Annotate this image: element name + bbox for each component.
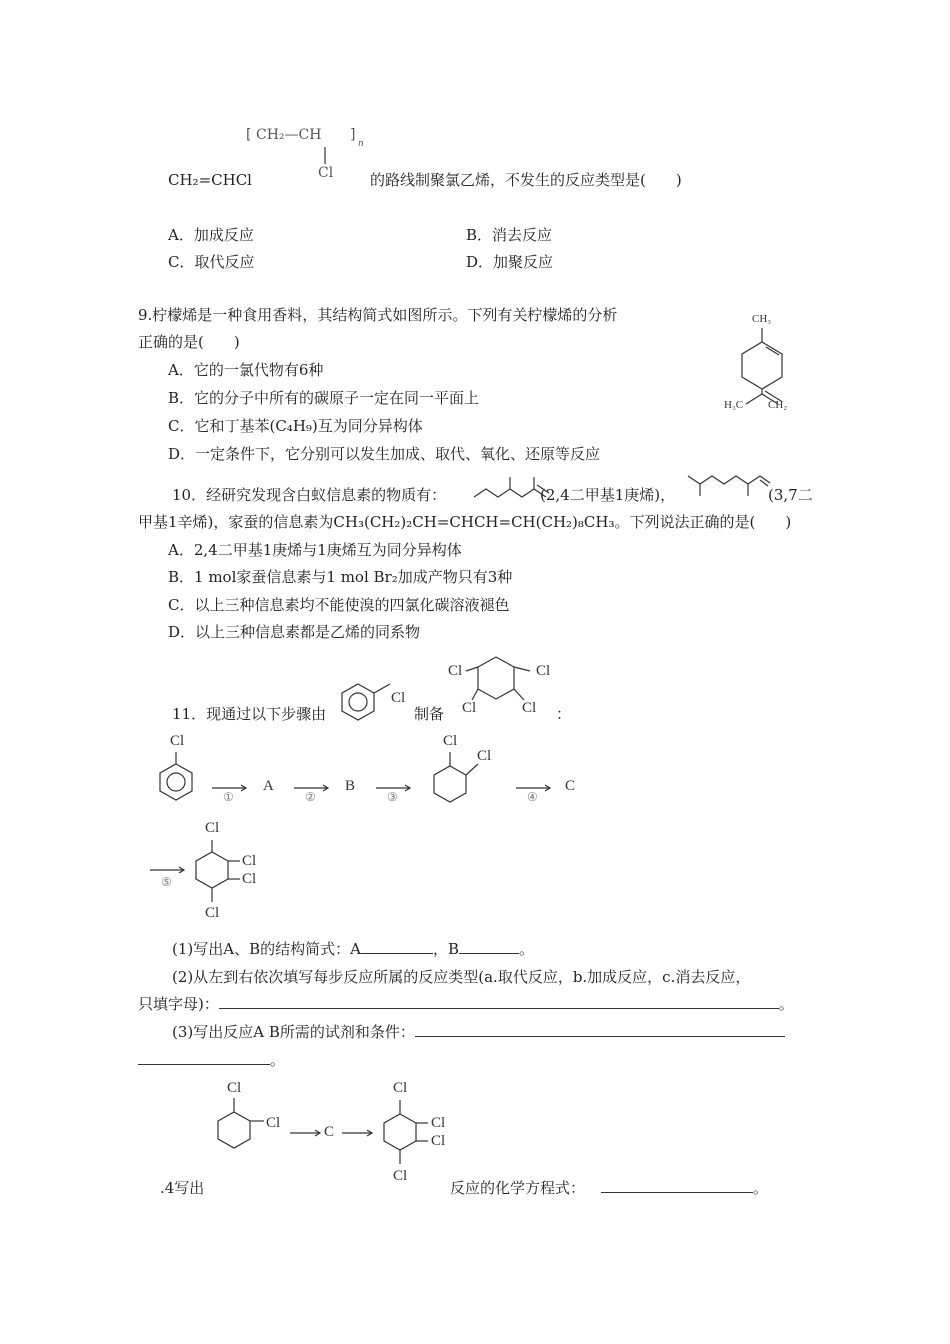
step-1: ①	[223, 790, 234, 804]
target-cl-3: Cl	[462, 700, 477, 716]
sub1-prefix: (1)写出A、B的结构简式：A	[172, 940, 361, 958]
q8-option-a: A．加成反应	[168, 226, 254, 244]
step-4: ④	[527, 790, 538, 804]
limonene-h3c: H₃C	[724, 399, 744, 411]
sub4-product-cl-3: Cl	[431, 1133, 446, 1149]
q8-stem: 的路线制聚氯乙烯，不发生的反应类型是( )	[370, 171, 682, 189]
sub4-text: 反应的化学方程式：	[450, 1179, 586, 1197]
q9-option-b: B．它的分子中所有的碳原子一定在同一平面上	[168, 389, 480, 407]
sub4-product-cl-2: Cl	[431, 1115, 446, 1131]
intermediate-a: A	[263, 778, 274, 794]
target-cl-2: Cl	[536, 663, 551, 679]
q8-option-b: B．消去反应	[466, 226, 553, 244]
limonene-ch3: CH₃	[752, 313, 772, 325]
target-cl-4: Cl	[522, 700, 537, 716]
q9-stem-line2: 正确的是( )	[138, 333, 240, 351]
product-cl-3: Cl	[242, 871, 257, 887]
scheme-cl-start: Cl	[170, 733, 185, 749]
sub2-end: 。	[778, 995, 794, 1013]
polymer-bracket-left: [	[246, 127, 252, 143]
product-cl-2: Cl	[242, 853, 257, 869]
dichloro-cl-2: Cl	[477, 748, 492, 764]
sub3-end: 。	[270, 1051, 286, 1069]
q11-sub4-line	[450, 1178, 768, 1198]
sub1-mid: ，B	[432, 940, 459, 958]
q10-option-c: C．以上三种信息素均不能使溴的四氯化碳溶液褪色	[168, 596, 510, 614]
polymer-subscript-n: n	[358, 139, 364, 149]
step-5: ⑤	[161, 875, 172, 889]
product-cl-top: Cl	[205, 820, 220, 836]
sub4-product-cl-bottom: Cl	[393, 1168, 408, 1184]
q11-sub2-line1: (2)从左到右依次填写每步反应所属的反应类型(a.取代反应，b.加成反应，c.消去反应，	[172, 968, 751, 986]
answer-blank-equation[interactable]	[601, 1178, 753, 1193]
cl-label: Cl	[391, 690, 406, 706]
sub4-product-cl-top: Cl	[393, 1080, 408, 1096]
target-cl-1: Cl	[448, 663, 463, 679]
sub4-dichloro-cl-2: Cl	[266, 1115, 281, 1131]
q11-stem-a: 11．现通过以下步骤由	[172, 705, 327, 723]
q8-option-d: D．加聚反应	[466, 253, 554, 271]
step-3: ③	[387, 790, 398, 804]
q11-sub4-prefix: .4写出	[160, 1179, 205, 1197]
q10-option-a: A．2,4二甲基1庚烯与1庚烯互为同分异构体	[168, 541, 462, 559]
limonene-ch2: CH₂	[768, 399, 788, 411]
q9-option-d: D．一定条件下，它分别可以发生加成、取代、氧化、还原等反应	[168, 445, 601, 463]
sub4-intermediate-c: C	[324, 1124, 335, 1140]
q8-option-c: C．取代反应	[168, 253, 255, 271]
q10-option-d: D．以上三种信息素都是乙烯的同系物	[168, 623, 421, 641]
sub1-end: 。	[518, 940, 534, 958]
q9-option-c: C．它和丁基苯(C₄H₉)互为同分异构体	[168, 417, 423, 435]
q11-stem-c: ：	[556, 705, 572, 723]
q11-stem-b: 制备	[414, 705, 445, 723]
intermediate-b: B	[345, 778, 356, 794]
product-cl-bottom: Cl	[205, 905, 220, 921]
vinyl-chloride: CH₂=CHCl	[168, 171, 252, 189]
q9-option-a: A．它的一氯代物有6种	[168, 361, 324, 379]
q10-stem-c: (3,7二	[768, 486, 813, 504]
sub4-dichloro-cl-1: Cl	[227, 1080, 242, 1096]
polymer-bracket-right: ]	[350, 127, 356, 143]
sub2-prefix: 只填字母)：	[138, 995, 219, 1013]
q10-stem-b: (2,4二甲基1庚烯)，	[540, 486, 676, 504]
intermediate-c: C	[565, 778, 576, 794]
polymer-formula: CH₂—CH	[256, 127, 322, 143]
q9-stem-line1: 9.柠檬烯是一种食用香料，其结构简式如图所示。下列有关柠檬烯的分析	[138, 306, 618, 324]
q10-option-b: B．1 mol家蚕信息素与1 mol Br₂加成产物只有3种	[168, 568, 513, 586]
sub4-end: 。	[753, 1179, 769, 1197]
q10-stem-a: 10．经研究发现含白蚁信息素的物质有：	[172, 486, 447, 504]
polymer-cl: Cl	[318, 165, 334, 181]
step-2: ②	[305, 790, 316, 804]
sub3-prefix: (3)写出反应A B所需的试剂和条件：	[172, 1023, 415, 1041]
dichloro-cl-1: Cl	[443, 733, 458, 749]
q10-stem-line2: 甲基1辛烯)，家蚕的信息素为CH₃(CH₂)₂CH=CHCH=CH(CH₂)₈CH₃。下列说法正确的是( )	[138, 513, 792, 531]
